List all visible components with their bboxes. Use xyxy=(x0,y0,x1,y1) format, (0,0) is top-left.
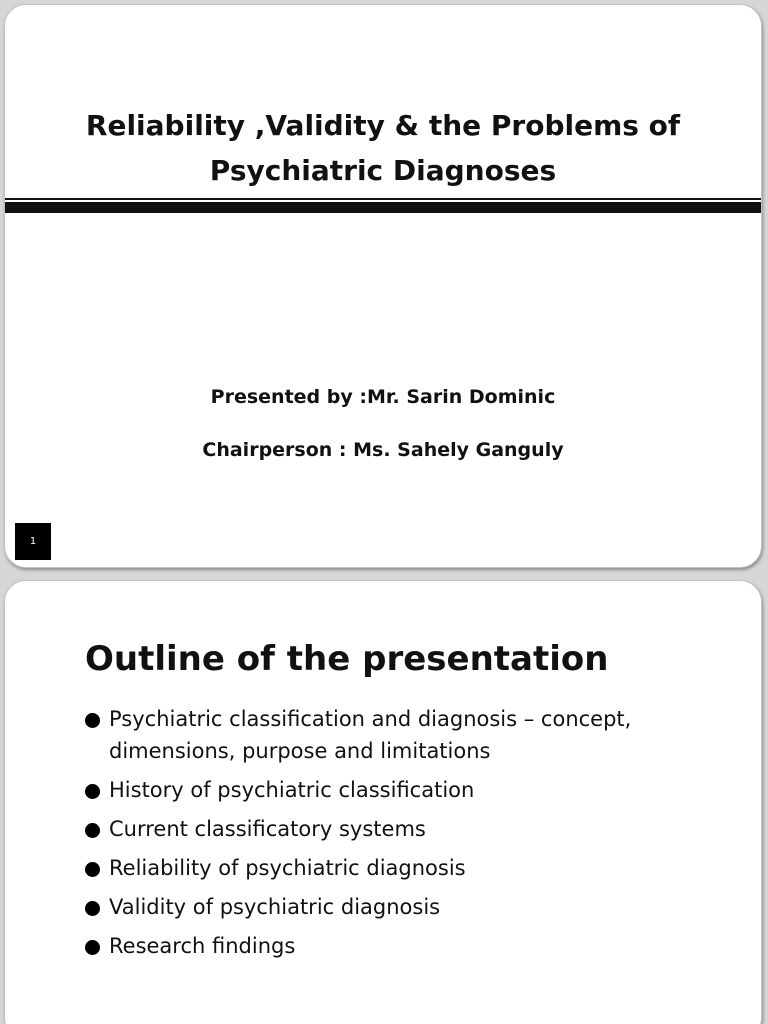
chairperson-text: Chairperson : Ms. Sahely Ganguly xyxy=(202,439,564,461)
bullet-icon xyxy=(85,784,100,799)
bullet-icon xyxy=(85,713,100,728)
list-item xyxy=(83,774,733,806)
list-item-text: History of psychiatric classification xyxy=(109,778,475,802)
list-item xyxy=(83,852,733,884)
list-item-text: Validity of psychiatric diagnosis xyxy=(109,895,441,919)
slide-2-title: Outline of the presentation xyxy=(85,639,609,679)
bullet-icon xyxy=(85,940,100,955)
presenter-text: Presented by :Mr. Sarin Dominic xyxy=(210,386,556,408)
list-item xyxy=(83,813,733,845)
list-item xyxy=(83,891,733,923)
title-divider-thick xyxy=(5,202,761,213)
list-item-text: Current classificatory systems xyxy=(109,817,426,841)
slide-1-title xyxy=(5,103,761,193)
outline-list xyxy=(83,703,733,969)
title-line-1: Reliability ,Validity & the Problems of xyxy=(85,109,681,142)
bullet-icon xyxy=(85,823,100,838)
slide-2 xyxy=(4,580,762,1024)
list-item xyxy=(83,703,733,767)
list-item-text: Psychiatric classification and diagnosis – concept, dimensions, purpose and limitations xyxy=(109,707,632,763)
list-item-text: Reliability of psychiatric diagnosis xyxy=(109,856,466,880)
title-divider-thin xyxy=(5,198,761,200)
list-item xyxy=(83,930,733,962)
slide-1 xyxy=(4,4,762,568)
bullet-icon xyxy=(85,862,100,877)
list-item-text: Research findings xyxy=(109,934,296,958)
slide-number-badge: 1 xyxy=(15,523,51,560)
title-line-2: Psychiatric Diagnoses xyxy=(209,154,557,187)
bullet-icon xyxy=(85,901,100,916)
